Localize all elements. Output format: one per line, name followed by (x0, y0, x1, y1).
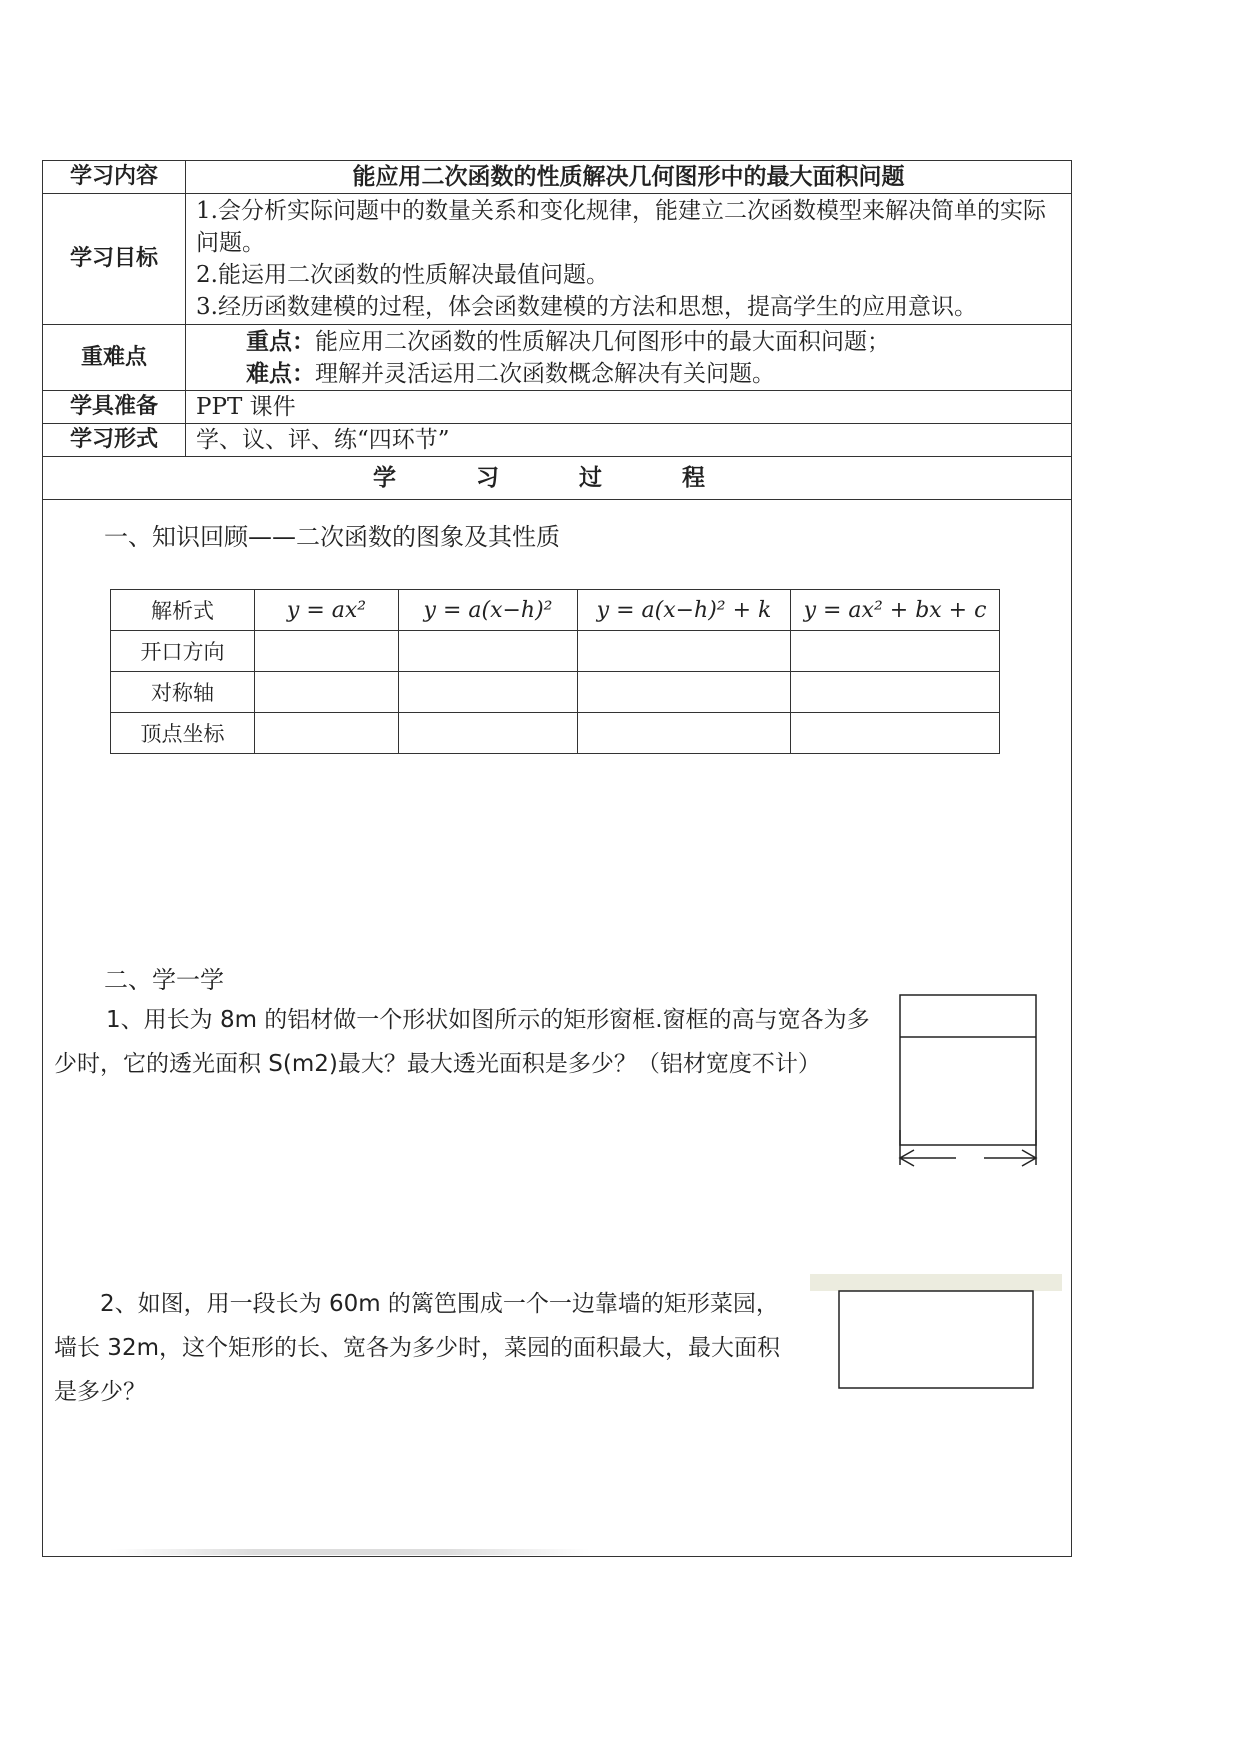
tools-label: 学具准备 (43, 391, 186, 424)
key-label: 重难点 (43, 325, 186, 391)
goal-item: 2.能运用二次函数的性质解决最值问题。 (196, 262, 609, 288)
answer-cell[interactable] (255, 631, 399, 672)
answer-cell[interactable] (791, 713, 1000, 754)
answer-cell[interactable] (791, 631, 1000, 672)
row-label-expression: 解析式 (111, 590, 255, 631)
answer-cell[interactable] (578, 631, 791, 672)
key-point: 能应用二次函数的性质解决几何图形中的最大面积问题； (315, 328, 890, 355)
tools-value: PPT 课件 (186, 391, 1072, 424)
form-label: 学习形式 (43, 424, 186, 457)
row-label-axis: 对称轴 (111, 672, 255, 713)
answer-cell[interactable] (255, 713, 399, 754)
quadratic-properties-table (110, 589, 1000, 754)
content-label: 学习内容 (43, 161, 186, 194)
section-learn-title: 二、学一学 (104, 966, 224, 994)
row-label-opening: 开口方向 (111, 631, 255, 672)
formula-cell: y = ax² + bx + c (791, 590, 1000, 631)
answer-cell[interactable] (578, 713, 791, 754)
garden-wall-diagram (810, 1274, 1072, 1394)
window-frame-diagram (890, 990, 1040, 1175)
formula-cell: y = a(x−h)² (399, 590, 578, 631)
answer-cell[interactable] (791, 672, 1000, 713)
goals-cell (186, 194, 1072, 325)
content-value: 能应用二次函数的性质解决几何图形中的最大面积问题 (186, 161, 1072, 194)
row-label-vertex: 顶点坐标 (111, 713, 255, 754)
key-point-tag: 重点： (246, 328, 315, 355)
key-cell (186, 325, 1072, 391)
question-1: 1、用长为 8m 的铝材做一个形状如图所示的矩形窗框.窗框的高与宽各为多少时，它的透光面积 S(m2)最大？最大透光面积是多少？（铝材宽度不计） (54, 1007, 870, 1077)
lesson-info-table (42, 160, 1072, 500)
formula-cell: y = a(x−h)² + k (578, 590, 791, 631)
answer-cell[interactable] (399, 713, 578, 754)
answer-cell[interactable] (399, 672, 578, 713)
answer-cell[interactable] (255, 672, 399, 713)
difficulty-tag: 难点： (246, 360, 315, 387)
difficulty: 理解并灵活运用二次函数概念解决有关问题。 (315, 360, 775, 387)
form-value: 学、议、评、练“四环节” (186, 424, 1072, 457)
scan-shadow (110, 1549, 590, 1555)
question-2: 2、如图，用一段长为 60m 的篱笆围成一个一边靠墙的矩形菜园，墙长 32m，这个矩形的长、宽各为多少时，菜园的面积最大，最大面积是多少？ (54, 1291, 780, 1405)
goal-item: 1.会分析实际问题中的数量关系和变化规律，能建立二次函数模型来解决简单的实际问题。 (196, 198, 1046, 256)
answer-cell[interactable] (578, 672, 791, 713)
goals-label: 学习目标 (43, 194, 186, 325)
process-title: 学 习 过 程 (43, 457, 1072, 500)
answer-cell[interactable] (399, 631, 578, 672)
goal-item: 3.经历函数建模的过程，体会函数建模的方法和思想，提高学生的应用意识。 (196, 294, 977, 320)
section-review-title: 一、知识回顾——二次函数的图象及其性质 (104, 523, 560, 551)
formula-cell: y = ax² (255, 590, 399, 631)
